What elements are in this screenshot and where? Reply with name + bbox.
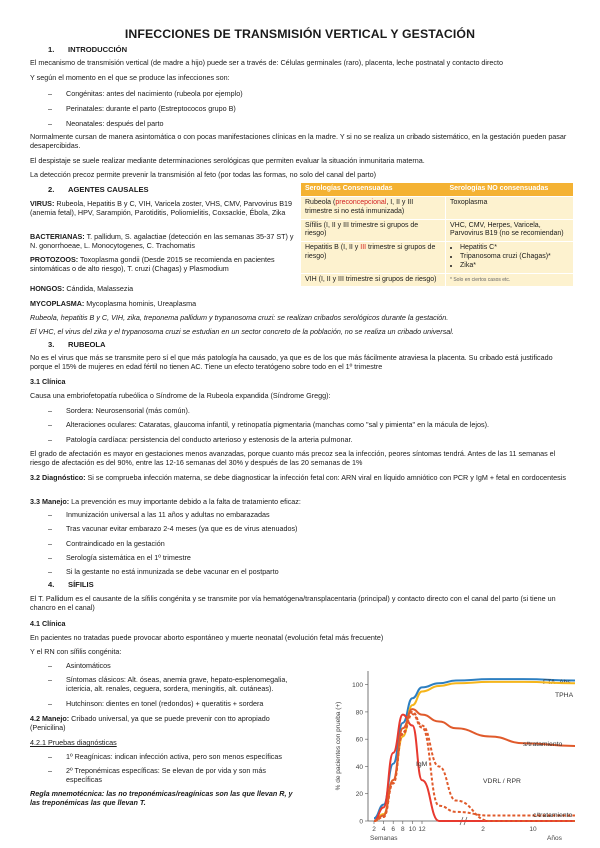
cell-text: Hepatitis B (I, II y <box>305 244 361 252</box>
rubeola-paragraph-3: El grado de afectación es mayor en gestaciones menos avanzadas, porque cuanto más precoz sea la infección, peores síntomas tendrá. Antes de las 11 semanas el riesgo de afectación es del 90%, entre las 12-16 semanas del 30% y después de las 20 semanas de 1% <box>30 449 556 468</box>
list-item: – 1º Reagínicas: indican infección activa, pero son menos específicas <box>48 752 302 761</box>
cell-text: , I, II y III trimestre si no está inmunizada) <box>305 199 414 215</box>
list-item-text: Perinatales: durante el parto (Estreptococos grupo B) <box>66 104 236 113</box>
series-label: VDRL / RPR <box>483 778 521 785</box>
cell-list-item: • Hepatitis C* <box>460 244 569 253</box>
y-tick-label: 60 <box>355 736 363 744</box>
list-item-text: Contraindicado en la gestación <box>66 539 165 548</box>
list-item-text: 2º Treponémicas específicas: Se elevan de por vida y son más específicas <box>66 766 266 785</box>
value: T. pallidum, S. agalactiae (detección en las semanas 35-37 ST) y N. gonorrhoeae, L. Monocytogenes, C. Trachomatis <box>30 232 294 251</box>
section-3-heading <box>48 340 106 349</box>
sifilis-paragraph-3: Y el RN con sífilis congénita: <box>30 647 122 656</box>
section-title: INTRODUCCIÓN <box>68 45 128 54</box>
sifilis-clinica-title: 4.1 Clínica <box>30 619 66 628</box>
series-label: FTA- Abs <box>543 679 571 686</box>
rubeola-diagnostico <box>30 473 573 482</box>
list-item: – Tras vacunar evitar embarazo 2-4 meses (ya que es de virus atenuados) <box>48 524 298 533</box>
list-item-text: Sordera: Neurosensorial (más común). <box>66 406 190 415</box>
table-footnote: * Solo en ciertos casos etc. <box>450 276 511 283</box>
screening-note-1: Rubeola, hepatitis B y C, VIH, zika, treponema pallidum y trypanosoma cruzi: se realizan cribados serológicos durante la gestación. <box>30 313 449 322</box>
list-item: – 2º Treponémicas específicas: Se elevan de por vida y son más específicas <box>48 766 302 785</box>
table-cell: VHC, CMV, Herpes, Varicela, Parvovirus B19 (no se recomiendan) <box>446 219 574 242</box>
x-tick-label: 4 <box>381 826 386 833</box>
table-cell <box>446 242 574 273</box>
section-title: SÍFILIS <box>68 580 94 589</box>
rubeola-paragraph-1: No es el virus que más se transmite pero sí el que más patología ha causado, ya que es de los que más fácilmente atraviesa la placenta. Su cribado está justificado porque el 15% de mujeres en edad fértil no tienen AC. Tiene un efecto teratógeno sobre todo en el 1º trimestre <box>30 353 553 372</box>
label: MYCOPLASMA: <box>30 299 85 308</box>
table-cell: VIH (I, II y III trimestre si grupos de riesgo) <box>301 273 446 286</box>
table-header: Serologías Consensuadas <box>301 183 446 197</box>
x-tick-label: 10 <box>408 826 417 833</box>
list-item-text: 1º Reagínicas: indican infección activa, pero son menos específicas <box>66 752 282 761</box>
list-item-text: Inmunización universal a las 11 años y adultas no embarazadas <box>66 510 270 519</box>
table-cell: Toxoplasma <box>446 197 574 220</box>
table-header: Serologías NO consensuadas <box>446 183 574 197</box>
table-header-row <box>301 183 573 197</box>
table-row <box>301 219 573 242</box>
series-label: c/tratamiento <box>533 812 573 819</box>
regla-mnemotecnica: Regla mnemotécnica: las no treponémicas/reagínicas son las que llevan R, y las treponémicas las que llevan T. <box>30 789 293 808</box>
y-tick-label: 0 <box>359 818 363 826</box>
screening-note-2: El VHC, el virus del zika y el trypanosoma cruzi se estudian en un sector concreto de la población, no se realiza un cribado universal. <box>30 327 454 336</box>
intro-paragraph-3: Normalmente cursan de manera asintomática o con pocas manifestaciones clínicas en la madre. Y si no se realiza un cribado sistemático, en la gestación pueden pasar desapercibidas. <box>30 132 567 151</box>
value: Rubeola, Hepatitis B y C, VIH, Varicela zoster, VHS, CMV, Parvovirus B19 (anemia fetal), HPV, Sarampión, Parotiditis, Poliomielitis, Coxsackie, Ébola, Zika <box>30 199 293 218</box>
value: Toxoplasma gondii (Desde 2015 se recomienda en pacientes sintomáticas o de alto riesgo), T. cruzi (Chagas) y Plasmodium <box>30 255 275 274</box>
list-item-text: Serología sistemática en el 1º trimestre <box>66 553 191 562</box>
series-label: s/tratamiento <box>523 741 563 748</box>
sifilis-paragraph-1: El T. Pallidum es el causante de la sífilis congénita y se transmite por vía hematógena/transplacentaria (principal) y contacto directo con el canal del parto (si tiene un chancro en el canal) <box>30 594 556 613</box>
intro-paragraph-1: El mecanismo de transmisión vertical (de madre a hijo) puede ser a través de: Células germinales (raro), placenta, leche postnatal y contacto directo <box>30 58 504 67</box>
cell-text: Rubeola ( <box>305 199 336 206</box>
rubeola-clinica-title: 3.1 Clínica <box>30 377 66 386</box>
list-item: – Alteraciones oculares: Cataratas, glaucoma infantil, y retinopatía pigmentaria (manchas como "sal y pimienta" en la mácula de lejos). <box>48 420 489 429</box>
section-number: 1. <box>48 45 55 54</box>
sifilis-paragraph-2: En pacientes no tratadas puede provocar aborto espontáneo y muerte neonatal (evolución fetal más frecuente) <box>30 633 384 642</box>
series-line <box>374 682 575 821</box>
table-cell <box>446 273 574 286</box>
table-row <box>301 242 573 273</box>
y-tick-label: 80 <box>355 709 363 717</box>
table-cell: Sífilis (I, II y III trimestre si grupos de riesgo) <box>301 219 446 242</box>
serology-table <box>301 183 573 286</box>
value: Mycoplasma hominis, Ureaplasma <box>84 299 197 308</box>
list-item: – Hutchinson: dientes en tonel (redondos) + queratitis + sordera <box>48 699 302 708</box>
x-tick-label: 2 <box>372 826 376 833</box>
list-item-text: Patología cardíaca: persistencia del conducto arterioso y estenosis de la arteria pulmonar. <box>66 435 353 444</box>
x-tick-label: 8 <box>400 826 405 833</box>
section-4-heading <box>48 580 94 589</box>
list-item-text: Congénitas: antes del nacimiento (rubeola por ejemplo) <box>66 89 243 98</box>
agents-mycoplasma <box>30 299 295 308</box>
y-tick-label: 40 <box>355 763 363 771</box>
y-tick-label: 100 <box>352 682 363 690</box>
list-item: – Si la gestante no está inmunizada se debe vacunar en el postparto <box>48 567 279 576</box>
label: PROTOZOOS: <box>30 255 79 264</box>
label: 3.3 Manejo: <box>30 497 70 506</box>
agents-fungi <box>30 284 295 293</box>
rubeola-manejo <box>30 497 573 506</box>
x-tick-label: 12 <box>418 826 426 833</box>
section-1-heading <box>48 45 127 54</box>
list-item: – Congénitas: antes del nacimiento (rubeola por ejemplo) <box>48 89 243 98</box>
label: 3.2 Diagnóstico: <box>30 473 86 482</box>
series-label: IgM <box>416 761 428 768</box>
table-row <box>301 197 573 220</box>
page-title: INFECCIONES DE TRANSMISIÓN VERTICAL Y GESTACIÓN <box>124 27 476 41</box>
pruebas-title: 4.2.1 Pruebas diagnósticas <box>30 738 117 747</box>
rubeola-paragraph-2: Causa una embriofetopatía rubeólica o Síndrome de la Rubeola expandida (Síndrome Gregg): <box>30 391 331 400</box>
x-tick-label: 6 <box>391 826 396 833</box>
cell-highlight: preconcepcional <box>335 199 387 206</box>
list-item: – Serología sistemática en el 1º trimestre <box>48 553 191 562</box>
table-row <box>301 273 573 286</box>
agents-protozoa <box>30 255 295 274</box>
cell-highlight: III <box>360 244 367 252</box>
label: HONGOS: <box>30 284 65 293</box>
intro-paragraph-2: Y según el momento en el que se produce las infecciones son: <box>30 73 230 82</box>
value: Cribado universal, ya que se puede prevenir con tto apropiado (Penicilina) <box>30 714 270 733</box>
x-tick-label: 10 <box>529 826 537 833</box>
list-item: – Sordera: Neurosensorial (más común). <box>48 406 190 415</box>
x-label-years: Años <box>547 835 562 842</box>
cell-text: trimestre si grupos de riesgo) <box>305 244 436 260</box>
value: La prevención es muy importante debido a la falta de tratamiento eficaz: <box>69 497 301 506</box>
intro-paragraph-5: La detección precoz permite prevenir la transmisión al feto (por todas las formas, no solo del canal del parto) <box>30 170 376 179</box>
x-label-weeks: Semanas <box>370 835 398 842</box>
y-tick-label: 20 <box>355 791 363 799</box>
chart-svg <box>330 663 582 843</box>
label: 4.2 Manejo: <box>30 714 70 723</box>
cell-list-item: • Zika* <box>460 262 569 271</box>
list-item: – Síntomas clásicos: Alt. óseas, anemia grave, hepato-esplenomegalia, ictericia, alt. renales, ceguera, sordera, meningitis, alt. cutáneas). <box>48 675 302 694</box>
list-item-text: Síntomas clásicos: Alt. óseas, anemia grave, hepato-esplenomegalia, ictericia, alt. renales, ceguera, sordera, meningitis, alt. cutáneas). <box>66 675 288 694</box>
list-item-text: Si la gestante no está inmunizada se debe vacunar en el postparto <box>66 567 279 576</box>
section-number: 3. <box>48 340 55 349</box>
cell-list <box>450 244 569 270</box>
label: BACTERIANAS: <box>30 232 85 241</box>
list-item: – Asintomáticos <box>48 661 302 670</box>
list-item: – Patología cardíaca: persistencia del conducto arterioso y estenosis de la arteria pulmonar. <box>48 435 353 444</box>
cell-list-item: • Tripanosoma cruzi (Chagas)* <box>460 253 569 262</box>
agents-virus <box>30 199 295 218</box>
agents-bacteria <box>30 232 295 251</box>
list-item: – Contraindicado en la gestación <box>48 539 165 548</box>
list-item-text: Neonatales: después del parto <box>66 119 164 128</box>
list-item-text: Tras vacunar evitar embarazo 2-4 meses (ya que es de virus atenuados) <box>66 524 298 533</box>
table-cell <box>301 197 446 220</box>
section-title: AGENTES CAUSALES <box>68 185 149 194</box>
list-item: – Neonatales: después del parto <box>48 119 164 128</box>
y-axis-label: % de pacientes con prueba (+) <box>335 701 342 791</box>
section-number: 4. <box>48 580 55 589</box>
intro-paragraph-4: El despistaje se suele realizar mediante determinaciones serológicas que permiten evaluar la situación inmunitaria materna. <box>30 156 425 165</box>
section-2-heading <box>48 185 149 194</box>
series-line <box>374 709 575 821</box>
series-label: TPHA <box>555 692 574 699</box>
list-item-text: Hutchinson: dientes en tonel (redondos) + queratitis + sordera <box>66 699 264 708</box>
serology-chart <box>330 663 582 843</box>
section-number: 2. <box>48 185 55 194</box>
sifilis-manejo <box>30 714 302 733</box>
value: Cándida, Malassezia <box>64 284 134 293</box>
value: Si se comprueba infección materna, se debe diagnosticar la infección fetal con: ARN viral en líquido amniótico con PCR y IgM + fetal en cordocentesis <box>85 473 566 482</box>
section-title: RUBEOLA <box>68 340 106 349</box>
table-cell <box>301 242 446 273</box>
list-item: – Perinatales: durante el parto (Estreptococos grupo B) <box>48 104 236 113</box>
list-item-text: Alteraciones oculares: Cataratas, glaucoma infantil, y retinopatía pigmentaria (manchas como "sal y pimienta" en la mácula de lejos). <box>66 420 489 429</box>
list-item-text: Asintomáticos <box>66 661 111 670</box>
x-tick-label: 2 <box>481 826 485 833</box>
list-item: – Inmunización universal a las 11 años y adultas no embarazadas <box>48 510 270 519</box>
series-line <box>374 679 575 818</box>
label: VIRUS: <box>30 199 55 208</box>
